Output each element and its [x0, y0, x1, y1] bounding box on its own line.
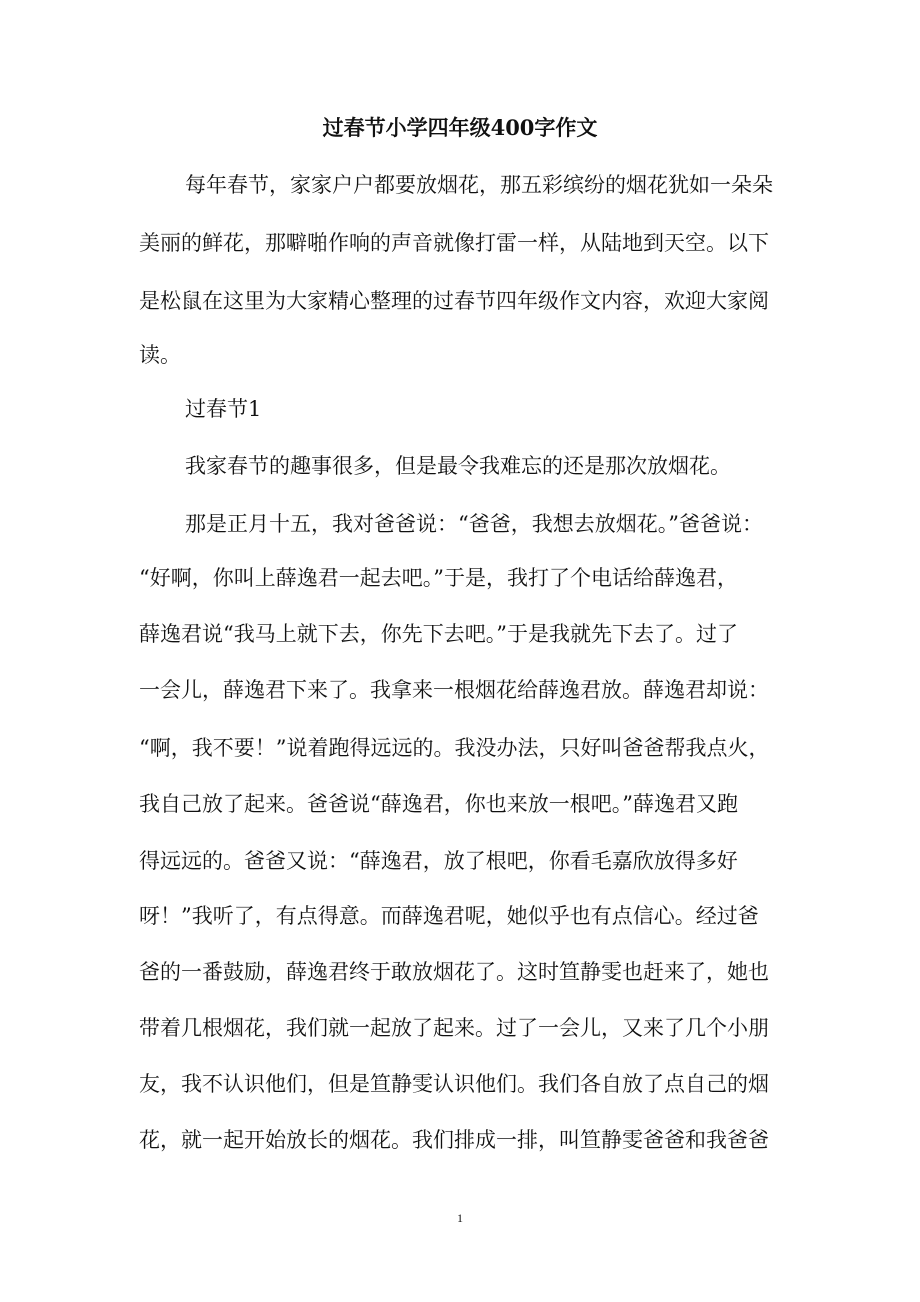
text-line: 呀！”我听了，有点得意。而薛逸君呢，她似乎也有点信心。经过爸	[139, 904, 759, 928]
text-line: 得远远的。爸爸又说：“薛逸君，放了根吧，你看毛嘉欣放得多好	[139, 849, 738, 873]
text-line: 花，就一起开始放长的烟花。我们排成一排，叫笪静雯爸爸和我爸爸	[139, 1128, 769, 1152]
text-line: 友，我不认识他们，但是笪静雯认识他们。我们各自放了点自己的烟	[139, 1072, 769, 1096]
text-line: 我家春节的趣事很多，但是最令我难忘的还是那次放烟花。	[185, 454, 731, 478]
text-line: 薛逸君说“我马上就下去，你先下去吧。”于是我就先下去了。过了	[139, 622, 738, 646]
text-line: “好啊，你叫上薛逸君一起去吧。”于是，我打了个电话给薛逸君，	[139, 566, 738, 590]
text-line: 每年春节，家家户户都要放烟花，那五彩缤纷的烟花犹如一朵朵	[185, 173, 773, 197]
page-number: 1	[457, 1211, 463, 1225]
text-line: 美丽的鲜花，那噼啪作响的声音就像打雷一样，从陆地到天空。以下	[139, 231, 769, 255]
text-line: 带着几根烟花，我们就一起放了起来。过了一会儿，又来了几个小朋	[139, 1016, 769, 1040]
text-line: 那是正月十五，我对爸爸说：“爸爸，我想去放烟花。”爸爸说：	[185, 512, 763, 536]
text-line: 读。	[139, 343, 181, 367]
section-heading: 过春节1	[185, 397, 262, 421]
text-line: 一会儿，薛逸君下来了。我拿来一根烟花给薛逸君放。薛逸君却说：	[139, 678, 769, 702]
document-title: 过春节小学四年级400字作文	[322, 115, 598, 140]
text-line: “啊，我不要！”说着跑得远远的。我没办法，只好叫爸爸帮我点火，	[139, 736, 770, 760]
text-line: 是松鼠在这里为大家精心整理的过春节四年级作文内容，欢迎大家阅	[139, 289, 769, 313]
text-line: 我自己放了起来。爸爸说“薛逸君，你也来放一根吧。”薛逸君又跑	[139, 792, 738, 816]
text-line: 爸的一番鼓励，薛逸君终于敢放烟花了。这时笪静雯也赶来了，她也	[139, 960, 769, 984]
